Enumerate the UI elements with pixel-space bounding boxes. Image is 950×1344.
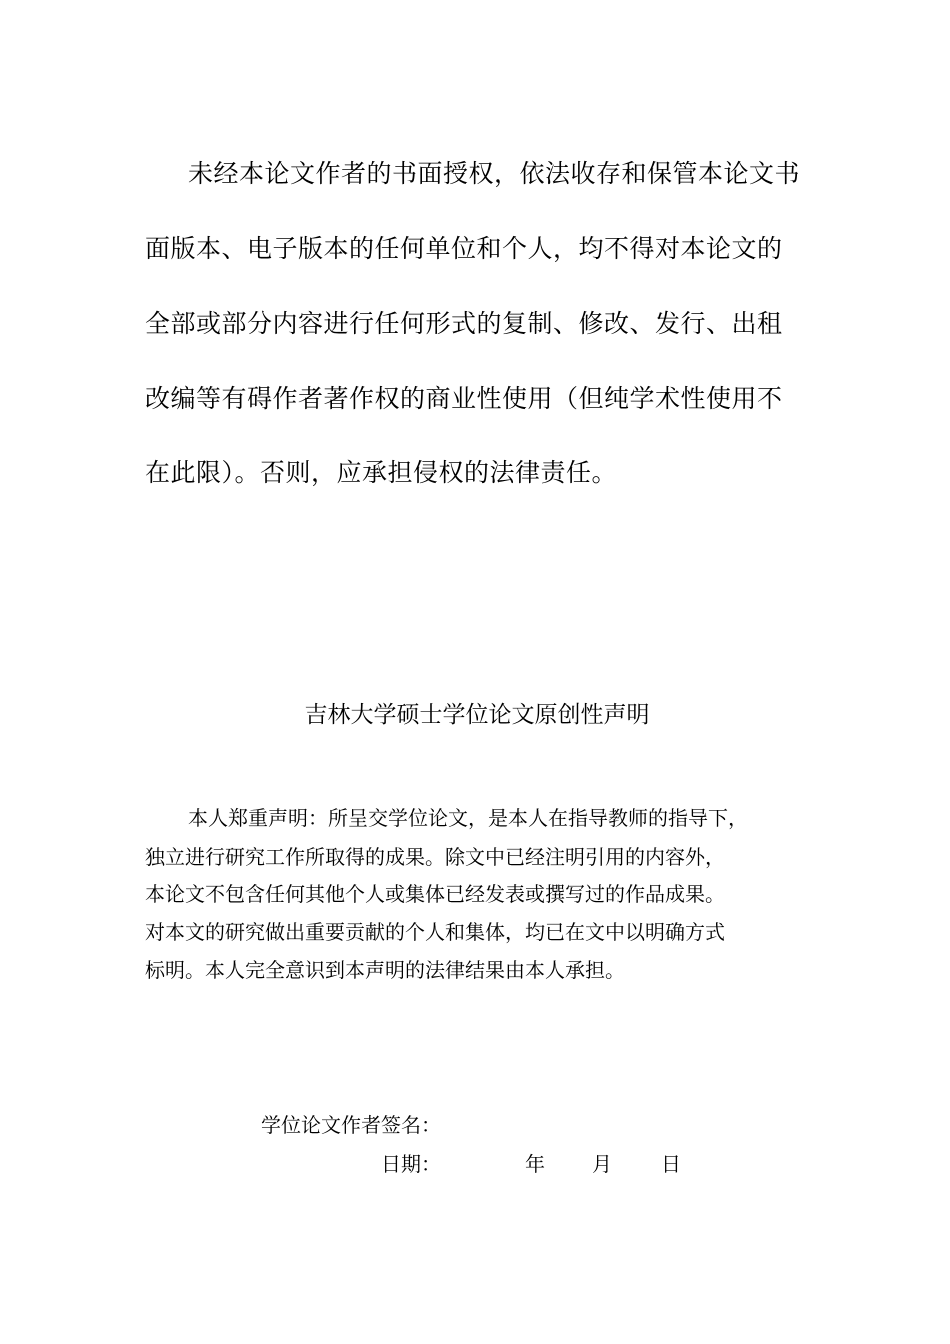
author-signature-label: 学位论文作者签名： <box>261 1113 441 1137</box>
declaration-line-4: 对本文的研究做出重要贡献的个人和集体，均已在文中以明确方式 <box>145 920 725 944</box>
declaration-title-text: 吉林大学硕士学位论文原创性声明 <box>304 702 650 728</box>
declaration-line-5: 标明。本人完全意识到本声明的法律结果由本人承担。 <box>145 958 625 982</box>
declaration-line-1: 本人郑重声明：所呈交学位论文，是本人在指导教师的指导下， <box>188 806 748 830</box>
year-label: 年 <box>525 1152 545 1176</box>
declaration-line-2: 独立进行研究工作所取得的成果。除文中已经注明引用的内容外， <box>145 845 725 869</box>
copyright-line-1: 未经本论文作者的书面授权，依法收存和保管本论文书 <box>188 159 801 188</box>
month-label: 月 <box>592 1152 612 1176</box>
declaration-line-3: 本论文不包含任何其他个人或集体已经发表或撰写过的作品成果。 <box>145 882 725 906</box>
copyright-line-4: 改编等有碍作者著作权的商业性使用（但纯学术性使用不 <box>145 384 783 413</box>
day-label: 日 <box>661 1152 681 1176</box>
copyright-line-3: 全部或部分内容进行任何形式的复制、修改、发行、出租 <box>145 309 783 338</box>
declaration-title <box>0 699 950 731</box>
copyright-line-2: 面版本、电子版本的任何单位和个人，均不得对本论文的 <box>145 234 783 263</box>
copyright-line-5: 在此限）。否则，应承担侵权的法律责任。 <box>145 458 618 487</box>
date-label: 日期： <box>381 1152 441 1176</box>
